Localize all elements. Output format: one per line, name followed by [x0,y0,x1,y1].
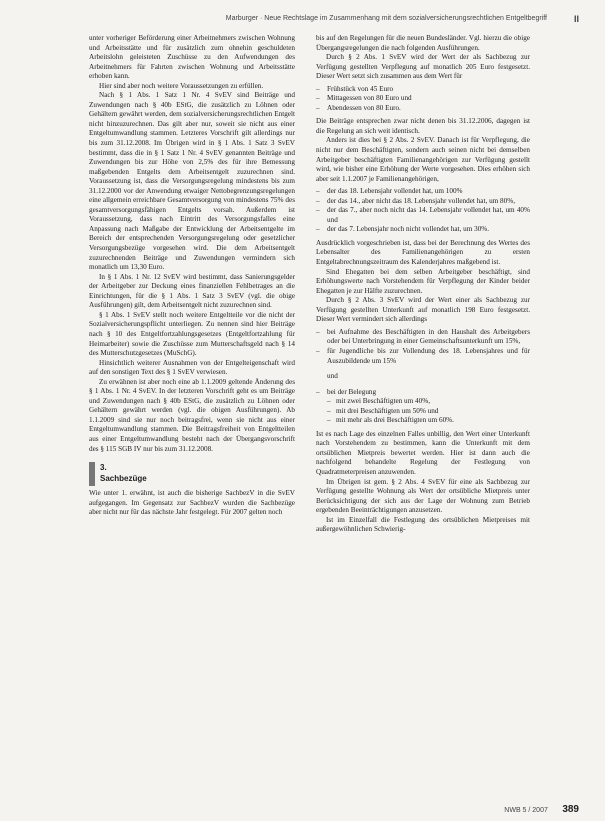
list-item: – mit drei Beschäftigten um 50% und [327,407,530,417]
list-item: – Frühstück von 45 Euro [316,85,530,95]
occupancy-list [316,388,530,426]
list-item: – für Jugendliche bis zur Vollendung des 18. Lebensjahres und für Auszubildende um 15% [316,347,530,366]
list-lead: bei der Belegung [327,387,377,396]
page-footer [504,799,579,813]
paragraph: In § 1 Abs. 1 Nr. 12 SvEV wird bestimmt, dass Sanierungsgelder der Arbeitgeber zur Deckung eines finanziellen Fehlbetrages an die Einrichtungen, für die § 1 Abs. 1 Satz 3 SvEV (vgl. die obige Ausführungen) gilt, dem Arbeitsentgelt nicht zuzurechnen sind. [89,272,295,310]
family-surcharge-list [316,187,530,235]
running-header [78,14,579,28]
list-item: – Mittagessen von 80 Euro und [316,94,530,104]
section-number: 3. [100,463,107,473]
meal-value-list [316,85,530,114]
left-column [89,34,295,518]
paragraph: Ausdrücklich vorgeschrieben ist, dass bei der Berechnung des Wertes des Lebensalter des Familienangehörigen zu ersten Entgeltabrechnungszeitraum des Kalenderjahres maßgebend ist. [316,238,530,267]
list-item: – der das 18. Lebensjahr vollendet hat, um 100% [316,187,530,197]
paragraph: Die Beiträge entsprechen zwar nicht denen bis 31.12.2006, dagegen ist die Regelung an sich weit identisch. [316,117,530,135]
list-item: – bei Aufnahme des Beschäftigten in den Haushalt des Arbeitgebers oder bei Unterbringung in einer Gemeinschaftsunterkunft um 15%, [316,328,530,347]
paragraph: Im Übrigen ist gem. § 2 Abs. 4 SvEV für eine als Sachbezug zur Verfügung gestellte Wohnung als Wert der ortsübliche Mietpreis unter Berücksichtigung der sich aus der Lage der Wohnung zum Betrieb ergebenden Beeinträchtigungen anzusetzen. [316,477,530,515]
list-item [316,388,530,426]
section-heading-text [100,462,147,484]
paragraph: Durch § 2 Abs. 1 SvEV wird der Wert der als Sachbezug zur Verfügung gestellten Verpflegung auf monatlich 205 Euro festgesetzt. Dieser Wert setzt sich zusammen aus dem Wert für [316,53,530,81]
paragraph: Sind Ehegatten bei dem selben Arbeitgeber beschäftigt, sind Erhöhungswerte nach Vorstehendem für Verpflegung der Kinder beider Ehegatten je zur Hälfte zuzurechnen. [316,267,530,295]
running-title: Marburger · Neue Rechtslage im Zusammenhang mit dem sozialversicherungsrechtlichen Entgeltbegriff [225,15,547,22]
list-item: – mit zwei Beschäftigten um 40%, [327,397,530,407]
paragraph: Nach § 1 Abs. 1 Satz 1 Nr. 4 SvEV sind Beiträge und Zuwendungen nach § 40b EStG, die zusätzlich zu Löhnen oder Gehältern gewährt werden, dem sozialversicherungsrechtlichen Entgelt nicht hinzuzurechnen. Das gilt aber nur, soweit sie nicht aus einer Entgeltumwandlung stammen. Letzteres Vorschrift gilt allerdings nur bis zum 31.12.2008. Im Übrigen wird in § 1 Abs. 1 Satz 3 SvEV bestimmt, dass die in § 1 Satz 1 Nr. 4 SvEV genannten Beiträge und Zuwendungen bis zur Höhe von 2,5% des für ihre Bemessung maßgebenden Entgelts dem Arbeitsentgelt zuzurechnen sind. Voraussetzung ist, dass die Versorgungsregelung mindestens bis zum 31.12.2000 vor der Anwendung etwaiger Nettobegrenzungsregelungen eine allgemein erreichbare Gesamtversorgung von mindestens 75% des gesamtversorgungsfähigen Entgelts vorsah. Außerdem ist Voraussetzung, dass nach Eintritt des Versorgungsfalles eine Anpassung nach Maßgabe der Entwicklung der Arbeitsentgelte im Bereich der entsprechenden Versorgungsregelung oder gesetzlicher Versorgungsbezüge vorgesehen wird. Die dem Arbeitsentgelt zuzurechnenden Beiträge und Zuwendungen vermindern sich monatlich um 13,30 Euro. [89,91,295,272]
list-item: – der das 14., aber nicht das 18. Lebensjahr vollendet hat, um 80%, [316,197,530,207]
paragraph: unter vorheriger Beförderung einer Arbeitnehmers zwischen Wohnung und Arbeitsstätte und für zusätzlich zum ohnehin geschuldeten Arbeitslohn geleisteten Zuschüsse zu den Aufwendungen des Arbeitnehmers für Fahrten zwischen Wohnung und Arbeitsstätte erhoben kann. [89,34,295,81]
list-item: – Abendessen von 80 Euro. [316,104,530,114]
section-marker: II [573,14,579,24]
section-heading [89,462,295,486]
accommodation-reduction-list [316,328,530,366]
paragraph: § 1 Abs. 1 SvEV stellt noch weitere Entgeltteile vor die nicht der Sozialversicherungspflicht unterliegen. Zu nennen sind hier Beiträge nach § 10 des Entgeltfortzahlungsgesetzes (Entgeltfortzahlung für Heimarbeiter) sowie die Zuschüsse zum Mutterschaftsgeld nach § 14 des Mutterschutzgesetzes (MuSchG). [89,310,295,358]
section-bar [89,462,95,486]
list-item: – der das 7. Lebensjahr noch nicht vollendet hat, um 30%. [316,225,530,235]
paragraph: Zu erwähnen ist aber noch eine ab 1.1.2009 geltende Änderung des § 1 Abs. 1 Nr. 4 SvEV. In der letzteren Vorschrift geht es um Beiträge und Zuwendungen nach § 40b EStG, die zusätzlich zu Löhnen oder Gehältern gewährt werden (vgl. die obigen Ausführungen). Ab 1.1.2009 sind sie nur noch beitragsfrei, wenn sie nicht aus einer Entgeltumwandlung stammen. Die Beitragsfreiheit von Entgeltteilen aus einer Entgeltumwandlung besteht nach der Übergangsvorschrift des § 115 SGB IV nur bis zum 31.12.2008. [89,377,295,453]
paragraph: Hinsichtlich weiterer Ausnahmen von der Entgelteigenschaft wird auf den sonstigen Text des § 1 SvEV verwiesen. [89,358,295,377]
page-number: 389 [562,804,579,815]
paragraph: Ist im Einzelfall die Festlegung des ortsüblichen Mietpreises mit außergewöhnlichen Schwierig- [316,515,530,534]
occupancy-sublist [327,397,530,426]
list-item: – der das 7., aber noch nicht das 14. Lebensjahr vollendet hat, um 40% und [316,206,530,225]
right-column [316,34,530,535]
paragraph: Hier sind aber noch weitere Voraussetzungen zu erfüllen. [99,81,264,90]
list-item: – mit mehr als drei Beschäftigten um 60%. [327,416,530,426]
paragraph: Wie unter 1. erwähnt, ist auch die bisherige SachbezV in die SvEV aufgegangen. Im Gegensatz zur SachbezV wurden die Sachbezüge aber nicht nur für das nächste Jahr festgelegt. Für 2007 gelten noch [89,489,295,517]
paragraph: Anders ist dies bei § 2 Abs. 2 SvEV. Danach ist für Verpflegung, die nicht nur dem Beschäftigten, sondern auch seinen nicht bei demselben Arbeitgeber beschäftigten Familienangehörigen zur Verfügung gestellt wird, wie bisher eine Erhöhung der Werte vorgesehen. Dies erhöhen sich aber seit 1.1.2007 je Familienangehörigen, [316,136,530,183]
section-title: Sachbezüge [100,474,147,484]
paragraph: Ist es nach Lage des einzelnen Falles unbillig, den Wert einer Unterkunft nach Vorstehendem zu bestimmen, kann die Unterkunft mit dem ortsüblichen Mietpreis bewertet werden. Hier ist dann auch die nachfolgend behandelte Regelung der Festlegung von Quadratmeterpreisen anzuwenden. [316,429,530,476]
conjunction-text: und [327,372,338,381]
paragraph: Durch § 2 Abs. 3 SvEV wird der Wert einer als Sachbezug zur Verfügung gestellten Unterkunft auf monatlich 198 Euro festgesetzt. Dieser Wert vermindert sich allerdings [316,296,530,324]
paragraph: bis auf den Regelungen für die neuen Bundesländer. Vgl. hierzu die obige Übergangsregelungen die nach folgenden Ausführungen. [316,34,530,52]
issue-label: NWB 5 / 2007 [504,807,548,814]
